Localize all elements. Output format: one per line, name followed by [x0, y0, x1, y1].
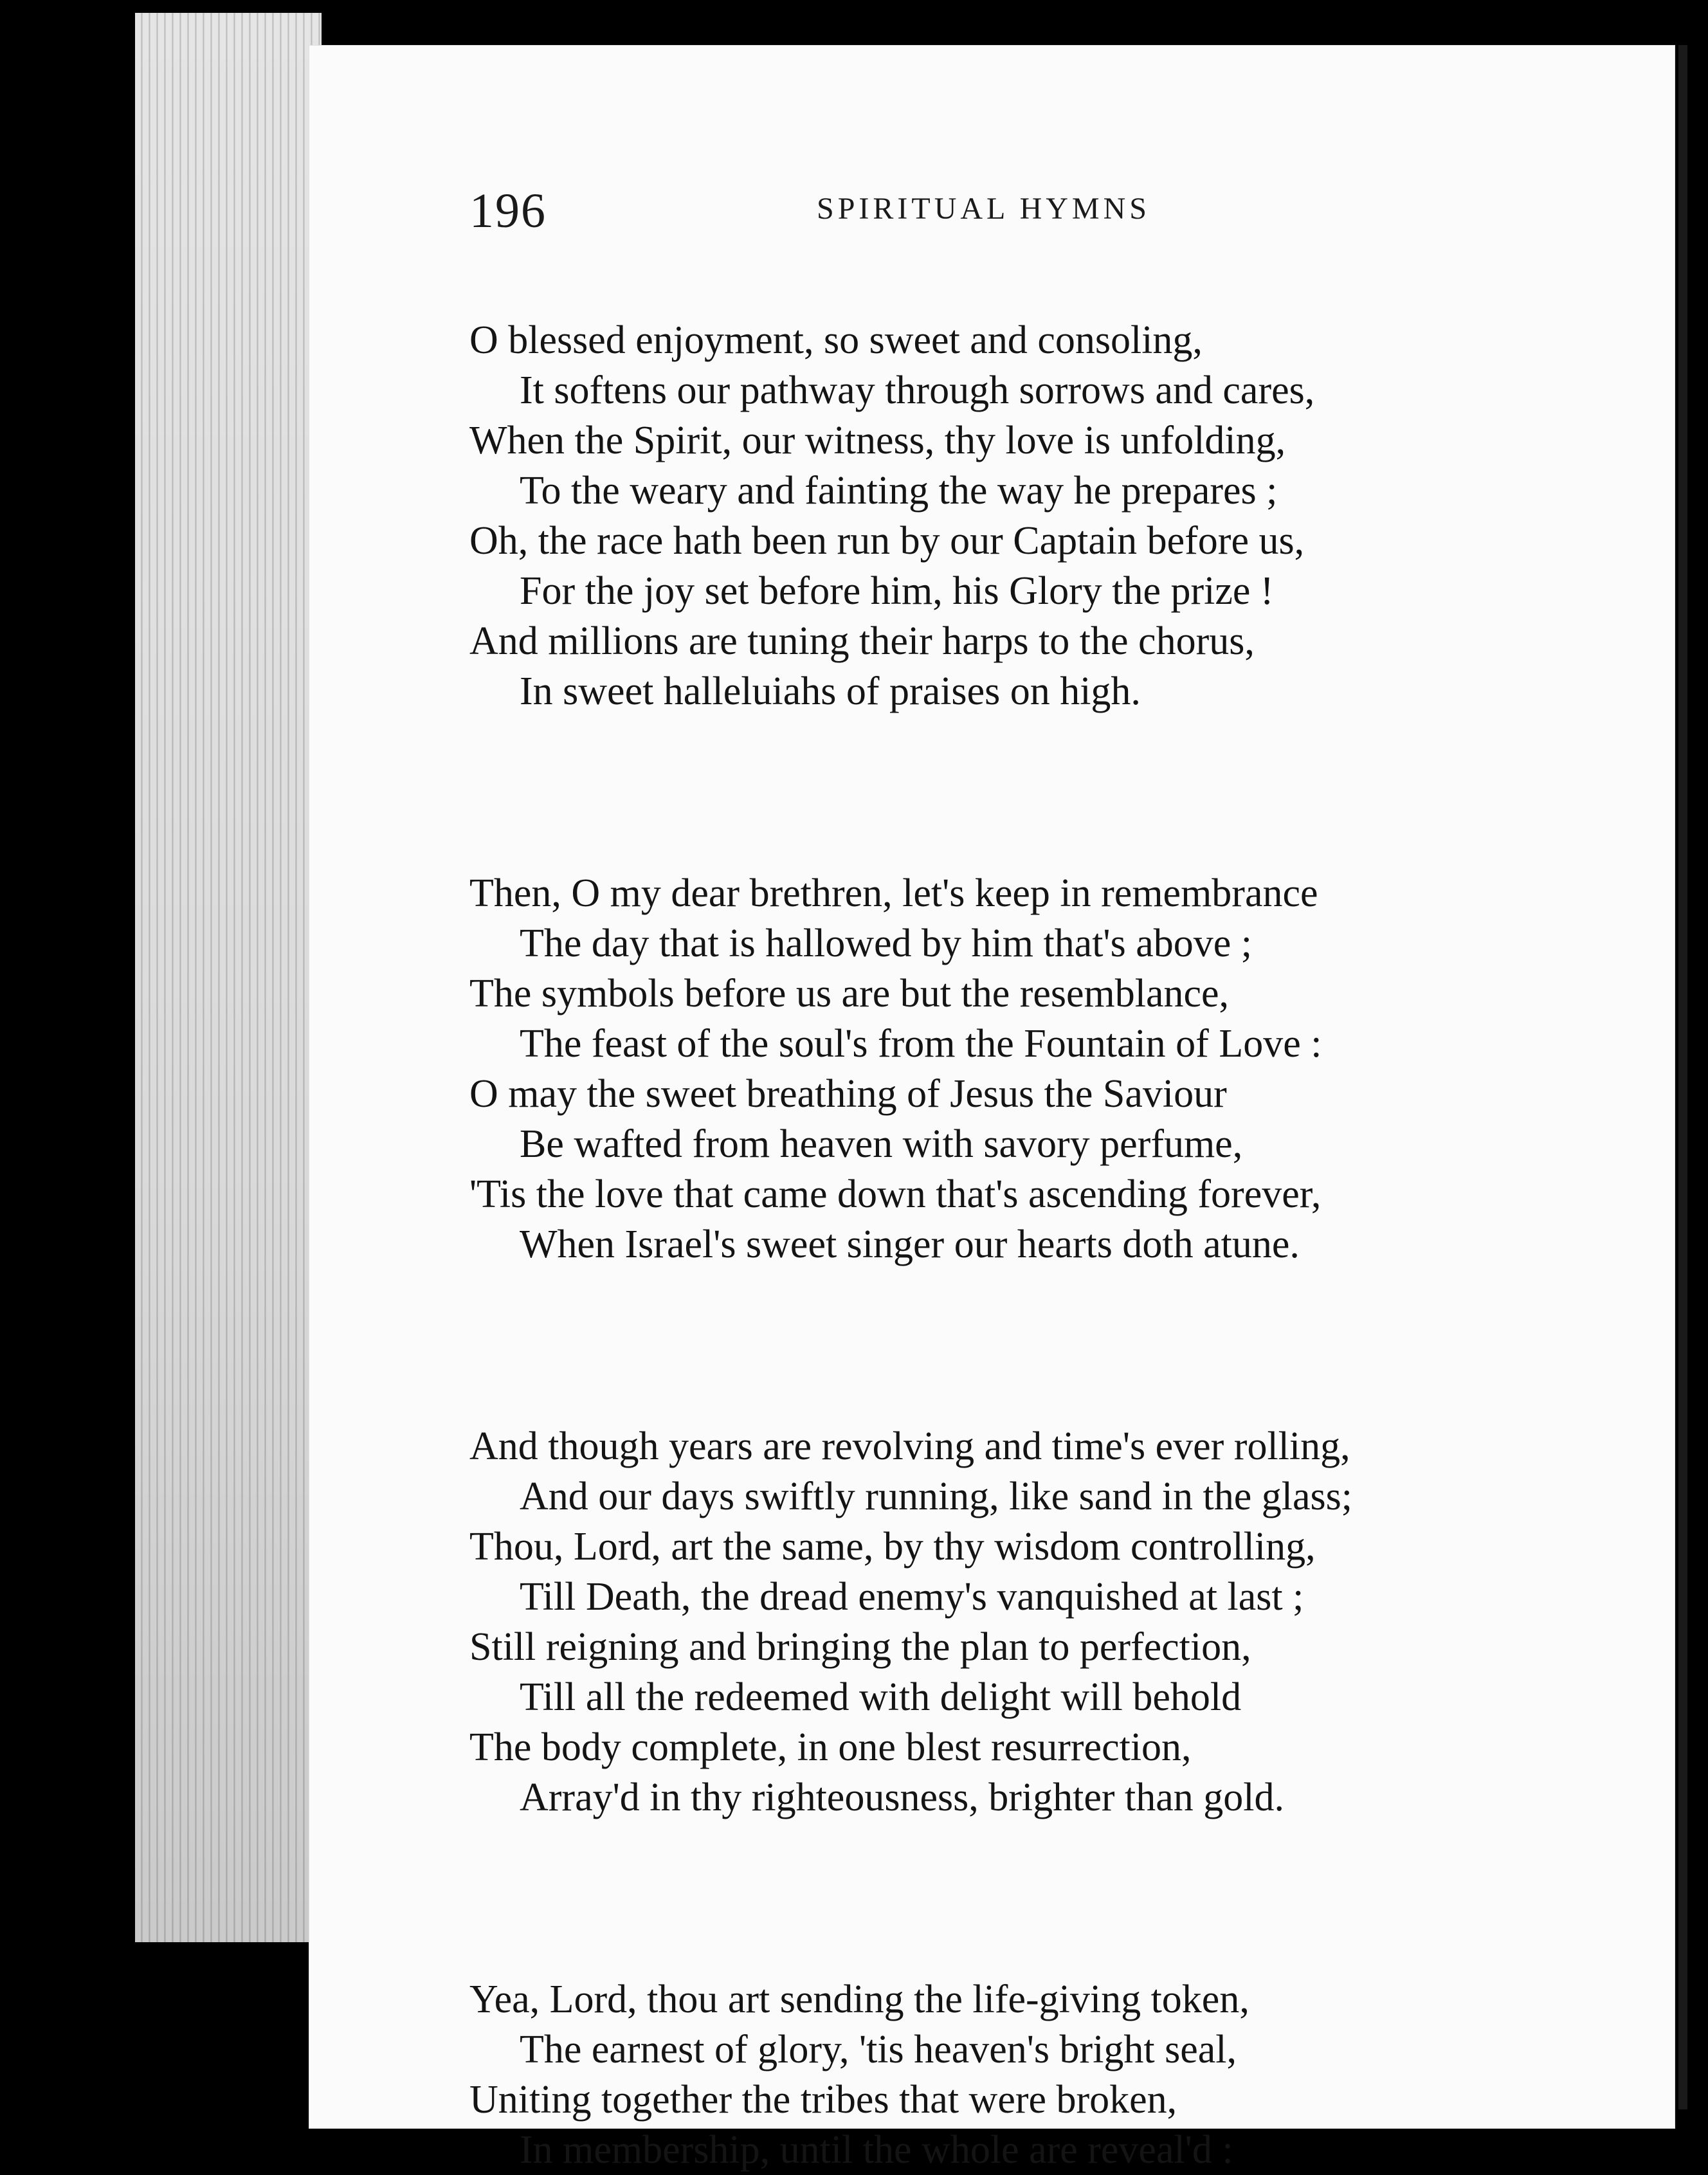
page-number: 196 — [469, 184, 547, 238]
verse-line: The day that is hallowed by him that's above ; — [520, 922, 1252, 965]
stanza-2 — [469, 868, 1627, 1270]
verse-line: Be wafted from heaven with savory perfume, — [520, 1122, 1243, 1166]
verse-line: It softens our pathway through sorrows and cares, — [520, 369, 1315, 412]
verse-line: In membership, until the whole are reveal'd : — [520, 2128, 1233, 2172]
verse-line: And millions are tuning their harps to the chorus, — [469, 619, 1255, 663]
verse-line: Till all the redeemed with delight will behold — [520, 1675, 1242, 1719]
verse-line: Still reigning and bringing the plan to perfection, — [469, 1625, 1251, 1669]
verse-line: Array'd in thy righteousness, brighter than gold. — [520, 1776, 1284, 1819]
page-edges — [135, 13, 322, 1942]
book-spine-shadow — [0, 0, 135, 2171]
verse-line: Oh, the race hath been run by our Captain before us, — [469, 519, 1305, 563]
stanza-1 — [469, 315, 1627, 716]
verse-line: The earnest of glory, 'tis heaven's bright seal, — [520, 2028, 1237, 2071]
verse-line: When Israel's sweet singer our hearts doth atune. — [520, 1223, 1300, 1266]
verse-line: Thou, Lord, art the same, by thy wisdom controlling, — [469, 1525, 1316, 1569]
verse-line: Uniting together the tribes that were broken, — [469, 2078, 1177, 2122]
verse-line: And though years are revolving and time's ever rolling, — [469, 1424, 1350, 1468]
verse-line: To the weary and fainting the way he prepares ; — [520, 469, 1278, 513]
page-edge-shadow — [1678, 45, 1687, 2109]
verse-line: The body complete, in one blest resurrection, — [469, 1725, 1192, 1769]
book-page — [309, 45, 1675, 2172]
verse-line: When the Spirit, our witness, thy love is unfolding, — [469, 419, 1286, 462]
stanza-3 — [469, 1421, 1627, 1823]
verse-line: And our days swiftly running, like sand in the glass; — [520, 1475, 1352, 1518]
verse-line: In sweet halleluiahs of praises on high. — [520, 669, 1141, 713]
verse-line: Yea, Lord, thou art sending the life-giving token, — [469, 1978, 1249, 2021]
verse-line: 'Tis the love that came down that's ascending forever, — [469, 1172, 1322, 1216]
verse-line: The feast of the soul's from the Fountain of Love : — [520, 1022, 1322, 1066]
hymn-verses — [469, 315, 1627, 2175]
verse-line: Till Death, the dread enemy's vanquished at last ; — [520, 1575, 1304, 1619]
verse-line: The symbols before us are but the resemblance, — [469, 972, 1230, 1015]
stanza-4 — [469, 1974, 1627, 2175]
verse-line: O blessed enjoyment, so sweet and consoling, — [469, 318, 1203, 362]
verse-line: Then, O my dear brethren, let's keep in remembrance — [469, 871, 1318, 915]
page-header — [469, 183, 1498, 260]
verse-line: For the joy set before him, his Glory the prize ! — [520, 569, 1274, 613]
running-title: SPIRITUAL HYMNS — [817, 192, 1150, 226]
verse-line: O may the sweet breathing of Jesus the Saviour — [469, 1072, 1227, 1116]
